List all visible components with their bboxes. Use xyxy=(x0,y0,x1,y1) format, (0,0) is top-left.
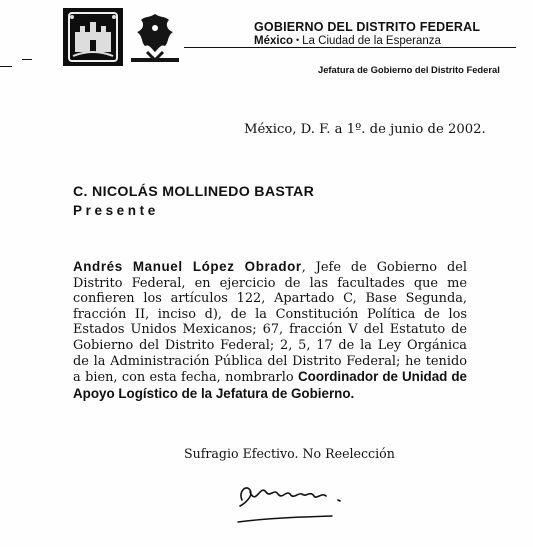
motto-bullet: • xyxy=(296,35,300,45)
department-name: Jefatura de Gobierno del Distrito Federal xyxy=(318,64,500,75)
appointment-title: Coordinador de Unidad de Apoyo Logístico de la Jefatura de Gobierno. xyxy=(73,369,467,401)
sender-name: Andrés Manuel López Obrador xyxy=(73,259,302,274)
organization-motto xyxy=(254,35,441,47)
appointment-paragraph xyxy=(73,259,467,402)
letter-date: México, D. F. a 1º. de junio de 2002. xyxy=(244,122,486,137)
coat-of-arms-icon xyxy=(63,8,123,66)
left-rule-stub xyxy=(0,66,12,67)
letterhead-rule xyxy=(184,47,516,48)
addressee-name: C. NICOLÁS MOLLINEDO BASTAR xyxy=(73,184,315,200)
eagle-emblem-icon xyxy=(127,8,183,66)
handwritten-signature xyxy=(230,470,360,532)
organization-name: GOBIERNO DEL DISTRITO FEDERAL xyxy=(254,20,481,34)
left-rule-stub-2 xyxy=(22,59,32,60)
motto-city: México xyxy=(254,35,293,47)
salutation: Presente xyxy=(73,203,159,218)
body-text: , Jefe de Gobierno del Distrito Federal, en ejercicio de las facultades que me confieren los artículos 122, Apartado C, Base Segunda, fracción II, inciso d), de la Constitución Política de los Estados Unidos Mexicanos; 67, fracción V del Estatuto de Gobierno del Distrito Federal; 2, 5, 17 de la Ley Orgánica de la Administración Pública del Distrito Federal; he tenido a bien, con esta fecha, nombrarlo xyxy=(73,260,467,386)
closing-motto: Sufragio Efectivo. No Reelección xyxy=(184,446,395,461)
motto-text: La Ciudad de la Esperanza xyxy=(302,35,441,47)
